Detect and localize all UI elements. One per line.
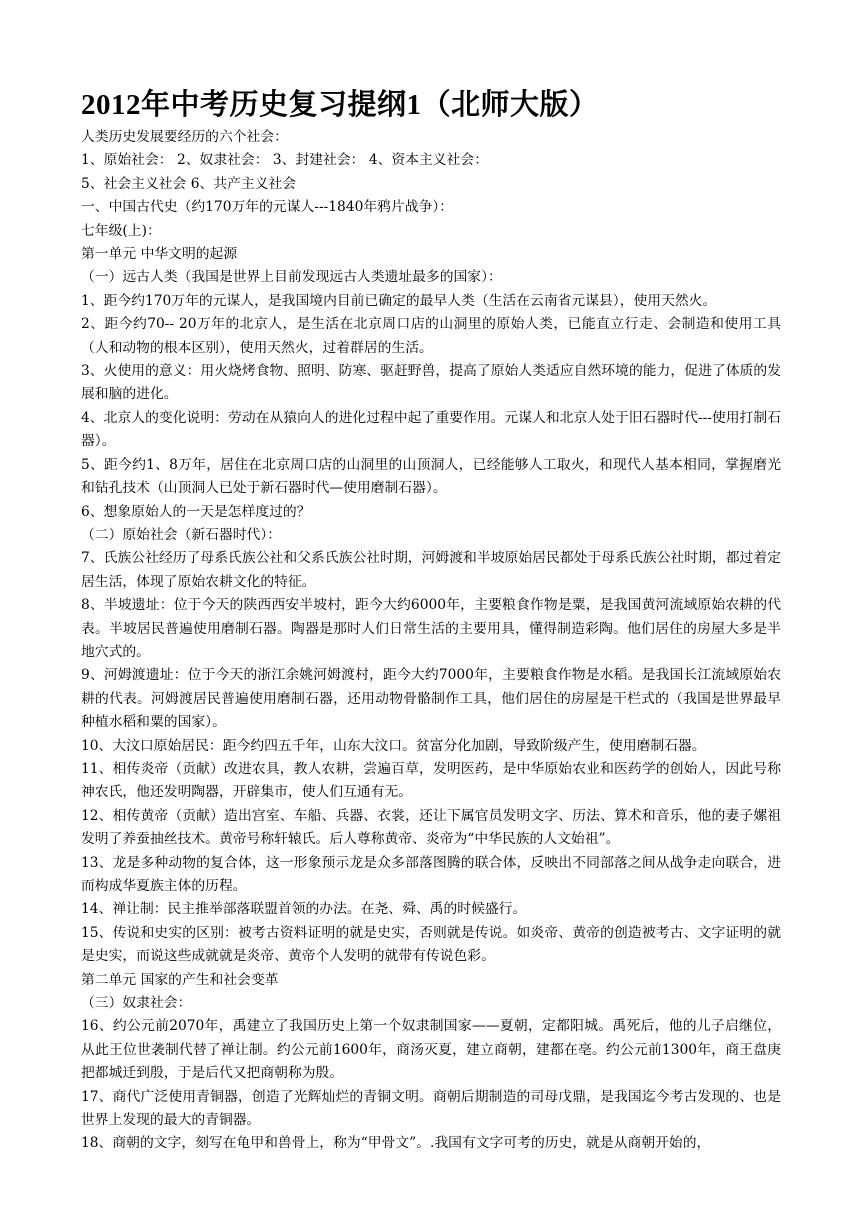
paragraph: 9、河姆渡遗址：位于今天的浙江余姚河姆渡村，距今大约7000年，主要粮食作物是水稻。是我国长江流域原始农耕的代表。河姆渡居民普遍使用磨制石器，还用动物骨骼制作工具，他们居住的房屋是干栏式的（我国是世界最早种植水稻和粟的国家）。 (81, 667, 781, 731)
paragraph: 7、氏族公社经历了母系氏族公社和父系氏族公社时期，河姆渡和半坡原始居民都处于母系氏族公社时期，都过着定居生活，体现了原始农耕文化的特征。 (81, 550, 781, 590)
paragraph: 13、龙是多种动物的复合体，这一形象预示龙是众多部落图腾的联合体，反映出不同部落之间从战争走向联合，进而构成华夏族主体的历程。 (81, 854, 781, 894)
paragraph: 5、距今约1、8万年，居住在北京周口店的山洞里的山顶洞人，已经能够人工取火，和现代人基本相同，掌握磨光和钻孔技术（山顶洞人已处于新石器时代—使用磨制石器）。 (81, 456, 781, 497)
unit-heading: 第一单元 中华文明的起源 (81, 246, 238, 263)
section-heading: （三）奴隶社会： (81, 995, 192, 1012)
paragraph: 3、火使用的意义：用火烧烤食物、照明、防寒、驱赶野兽，提高了原始人类适应自然环境的能力，促进了体质的发展和脑的进化。 (81, 363, 781, 403)
text-line: 1、距今约170万年的元谋人，是我国境内目前已确定的最早人类（生活在云南省元谋县），使用天然火。 (81, 292, 717, 309)
section-heading: （二）原始社会（新石器时代）： (81, 526, 282, 543)
text-line: 6、想象原始人的一天是怎样度过的？ (81, 503, 311, 520)
text-line: 人类历史发展要经历的六个社会： (81, 129, 288, 145)
text-line: 14、禅让制：民主推举部落联盟首领的办法。在尧、舜、禹的时候盛行。 (81, 901, 527, 918)
paragraph: 17、商代广泛使用青铜器，创造了光辉灿烂的青铜文明。商朝后期制造的司母戊鼎，是我国迄今考古发现的、也是世界上发现的最大的青铜器。 (81, 1088, 781, 1129)
document-page (81, 86, 781, 1156)
paragraph: 12、相传黄帝（贡献）造出宫室、车船、兵器、衣裳，还让下属官员发明文字、历法、算术和音乐，他的妻子嫘祖发明了养蚕抽丝技术。黄帝号称轩辕氏。后人尊称黄帝、炎帝为“中华民族的人文始祖”。 (81, 807, 781, 848)
text-line: 5、社会主义社会 6、共产主义社会 (81, 175, 297, 192)
text-line: 10、大汶口原始居民：距今约四五千年，山东大汶口。贫富分化加剧，导致阶级产生，使用磨制石器。 (81, 737, 706, 754)
text-line: 1、原始社会： 2、奴隶社会： 3、封建社会： 4、资本主义社会： (81, 152, 488, 169)
text-line: 一、中国古代史（约170万年的元谋人---1840年鸦片战争）： (81, 199, 454, 216)
section-heading: （一）远古人类（我国是世界上目前发现远古人类遗址最多的国家）： (81, 269, 502, 286)
unit-heading: 第二单元 国家的产生和社会变革 (81, 971, 279, 988)
document-title: 2012年中考历史复习提纲1（北师大版） (81, 89, 599, 121)
paragraph: 4、北京人的变化说明：劳动在从猿向人的进化过程中起了重要作用。元谋人和北京人处于旧石器时代---使用打制石器）。 (81, 409, 781, 450)
paragraph: 16、约公元前2070年，禹建立了我国历史上第一个奴隶制国家——夏朝，定都阳城。禹死后，他的儿子启继位，从此王位世袭制代替了禅让制。约公元前1600年，商汤灭夏，建立商朝，建都在亳。约公元前1300年，商王盘庚把都城迁到殷，于是后代又把商朝称为殷。 (81, 1018, 781, 1082)
paragraph: 11、相传炎帝（贡献）改进农具，教人农耕，尝遍百草，发明医药，是中华原始农业和医药学的创始人，因此号称神农氏，他还发明陶器，开辟集市，使人们互通有无。 (81, 760, 781, 801)
paragraph: 15、传说和史实的区别：被考古资料证明的就是史实，否则就是传说。如炎帝、黄帝的创造被考古、文字证明的就是史实，而说这些成就就是炎帝、黄帝个人发明的就带有传说色彩。 (81, 924, 781, 965)
text-line: 七年级(上)： (81, 222, 161, 239)
text-line: 18、商朝的文字，刻写在龟甲和兽骨上，称为“甲骨文”。.我国有文字可考的历史，就是从商朝开始的， (81, 1135, 711, 1152)
paragraph: 8、半坡遗址：位于今天的陕西西安半坡村，距今大约6000年，主要粮食作物是粟，是我国黄河流域原始农耕的代表。半坡居民普遍使用磨制石器。陶器是那时人们日常生活的主要用具，懂得制造彩陶。他们居住的房屋大多是半地穴式的。 (81, 597, 781, 660)
paragraph: 2、距今约70-- 20万年的北京人，是生活在北京周口店的山洞里的原始人类，已能直立行走、会制造和使用工具（人和动物的根本区别），使用天然火，过着群居的生活。 (81, 316, 781, 356)
